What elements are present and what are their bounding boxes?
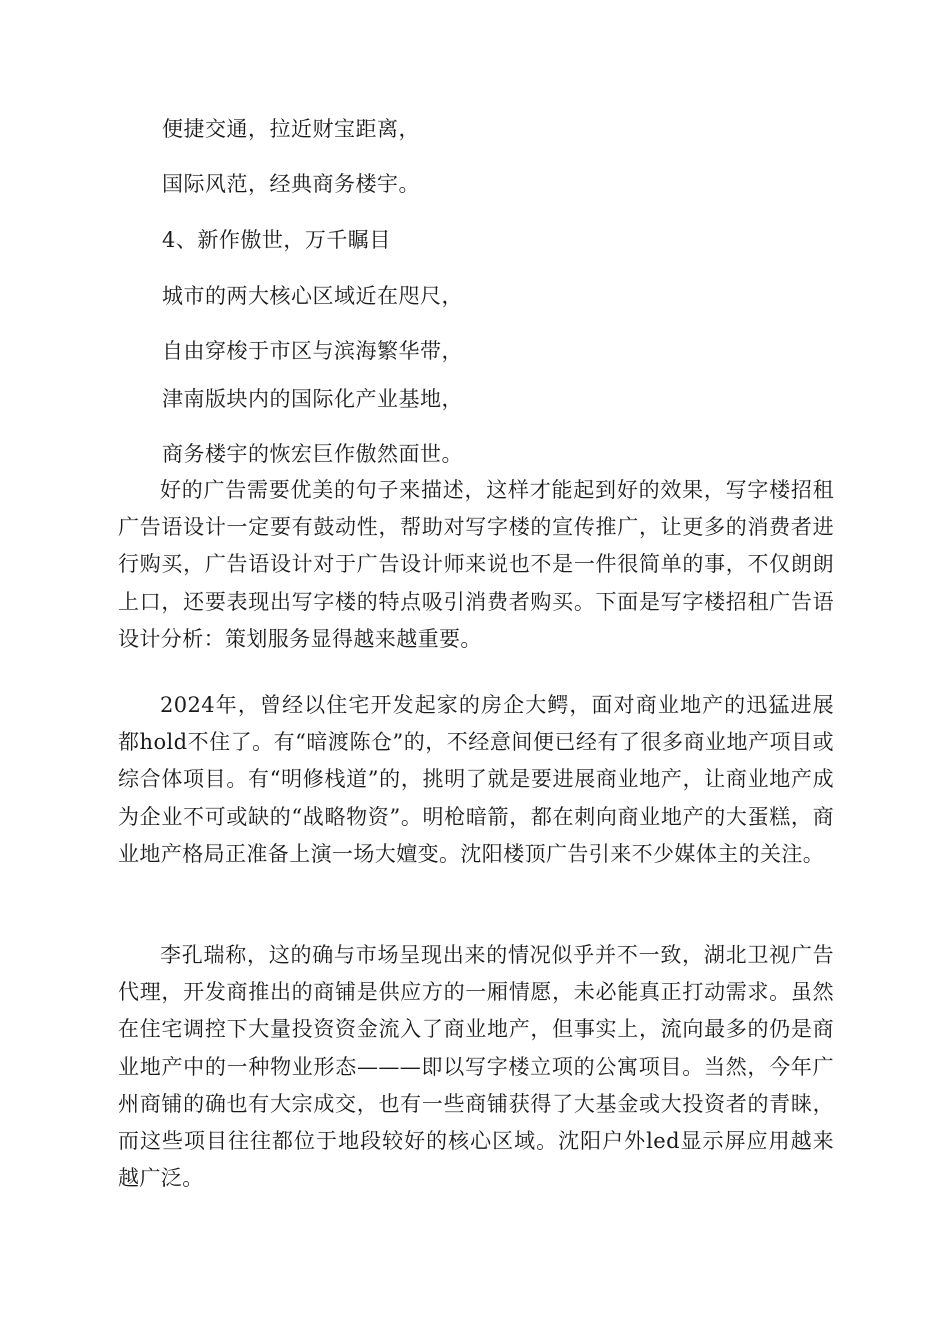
paragraph-analysis: 李孔瑞称，这的确与市场呈现出来的情况似乎并不一致，湖北卫视广告代理，开发商推出的商铺是供应方的一厢情愿，未必能真正打动需求。虽然在住宅调控下大量投资资金流入了商业地产，但事实上，流向最多的仍是商业地产中的一种物业形态———即以写字楼立项的公寓项目。当然，今年广州商铺的确也有大宗成交，也有一些商铺获得了大基金或大投资者的青睐，而这些项目往往都位于地段较好的核心区域。沈阳户外led显示屏应用越来越广泛。 (118, 943, 834, 1191)
paragraph-market: 2024年，曾经以住宅开发起家的房企大鳄，面对商业地产的迅猛进展都hold不住了。有“暗渡陈仓”的，不经意间便已经有了很多商业地产项目或综合体项目。有“明修栈道”的，挑明了就是要进展商业地产，让商业地产成为企业不可或缺的“战略物资”。明枪暗箭，都在刺向商业地产的大蛋糕，商业地产格局正准备上演一场大嬗变。沈阳楼顶广告引来不少媒体主的关注。 (118, 693, 834, 866)
poem-line-3: 城市的两大核心区域近在咫尺， (162, 284, 463, 308)
poem-line-4: 自由穿梭于市区与滨海繁华带， (162, 339, 463, 363)
poem-line-2: 国际风范，经典商务楼宇。 (162, 172, 420, 196)
paragraph-intro: 好的广告需要优美的句子来描述，这样才能起到好的效果，写字楼招租广告语设计一定要有鼓动性，帮助对写字楼的宣传推广，让更多的消费者进行购买，广告语设计对于广告设计师来说也不是一件很简单的事，不仅朗朗上口，还要表现出写字楼的特点吸引消费者购买。下面是写字楼招租广告语设计分析：策划服务显得越来越重要。 (118, 478, 834, 651)
poem-line-5: 津南版块内的国际化产业基地， (162, 387, 463, 411)
section-heading: 4、新作傲世，万千瞩目 (162, 228, 391, 252)
poem-line-6: 商务楼宇的恢宏巨作傲然面世。 (162, 442, 463, 466)
poem-line-1: 便捷交通，拉近财宝距离， (162, 117, 420, 141)
